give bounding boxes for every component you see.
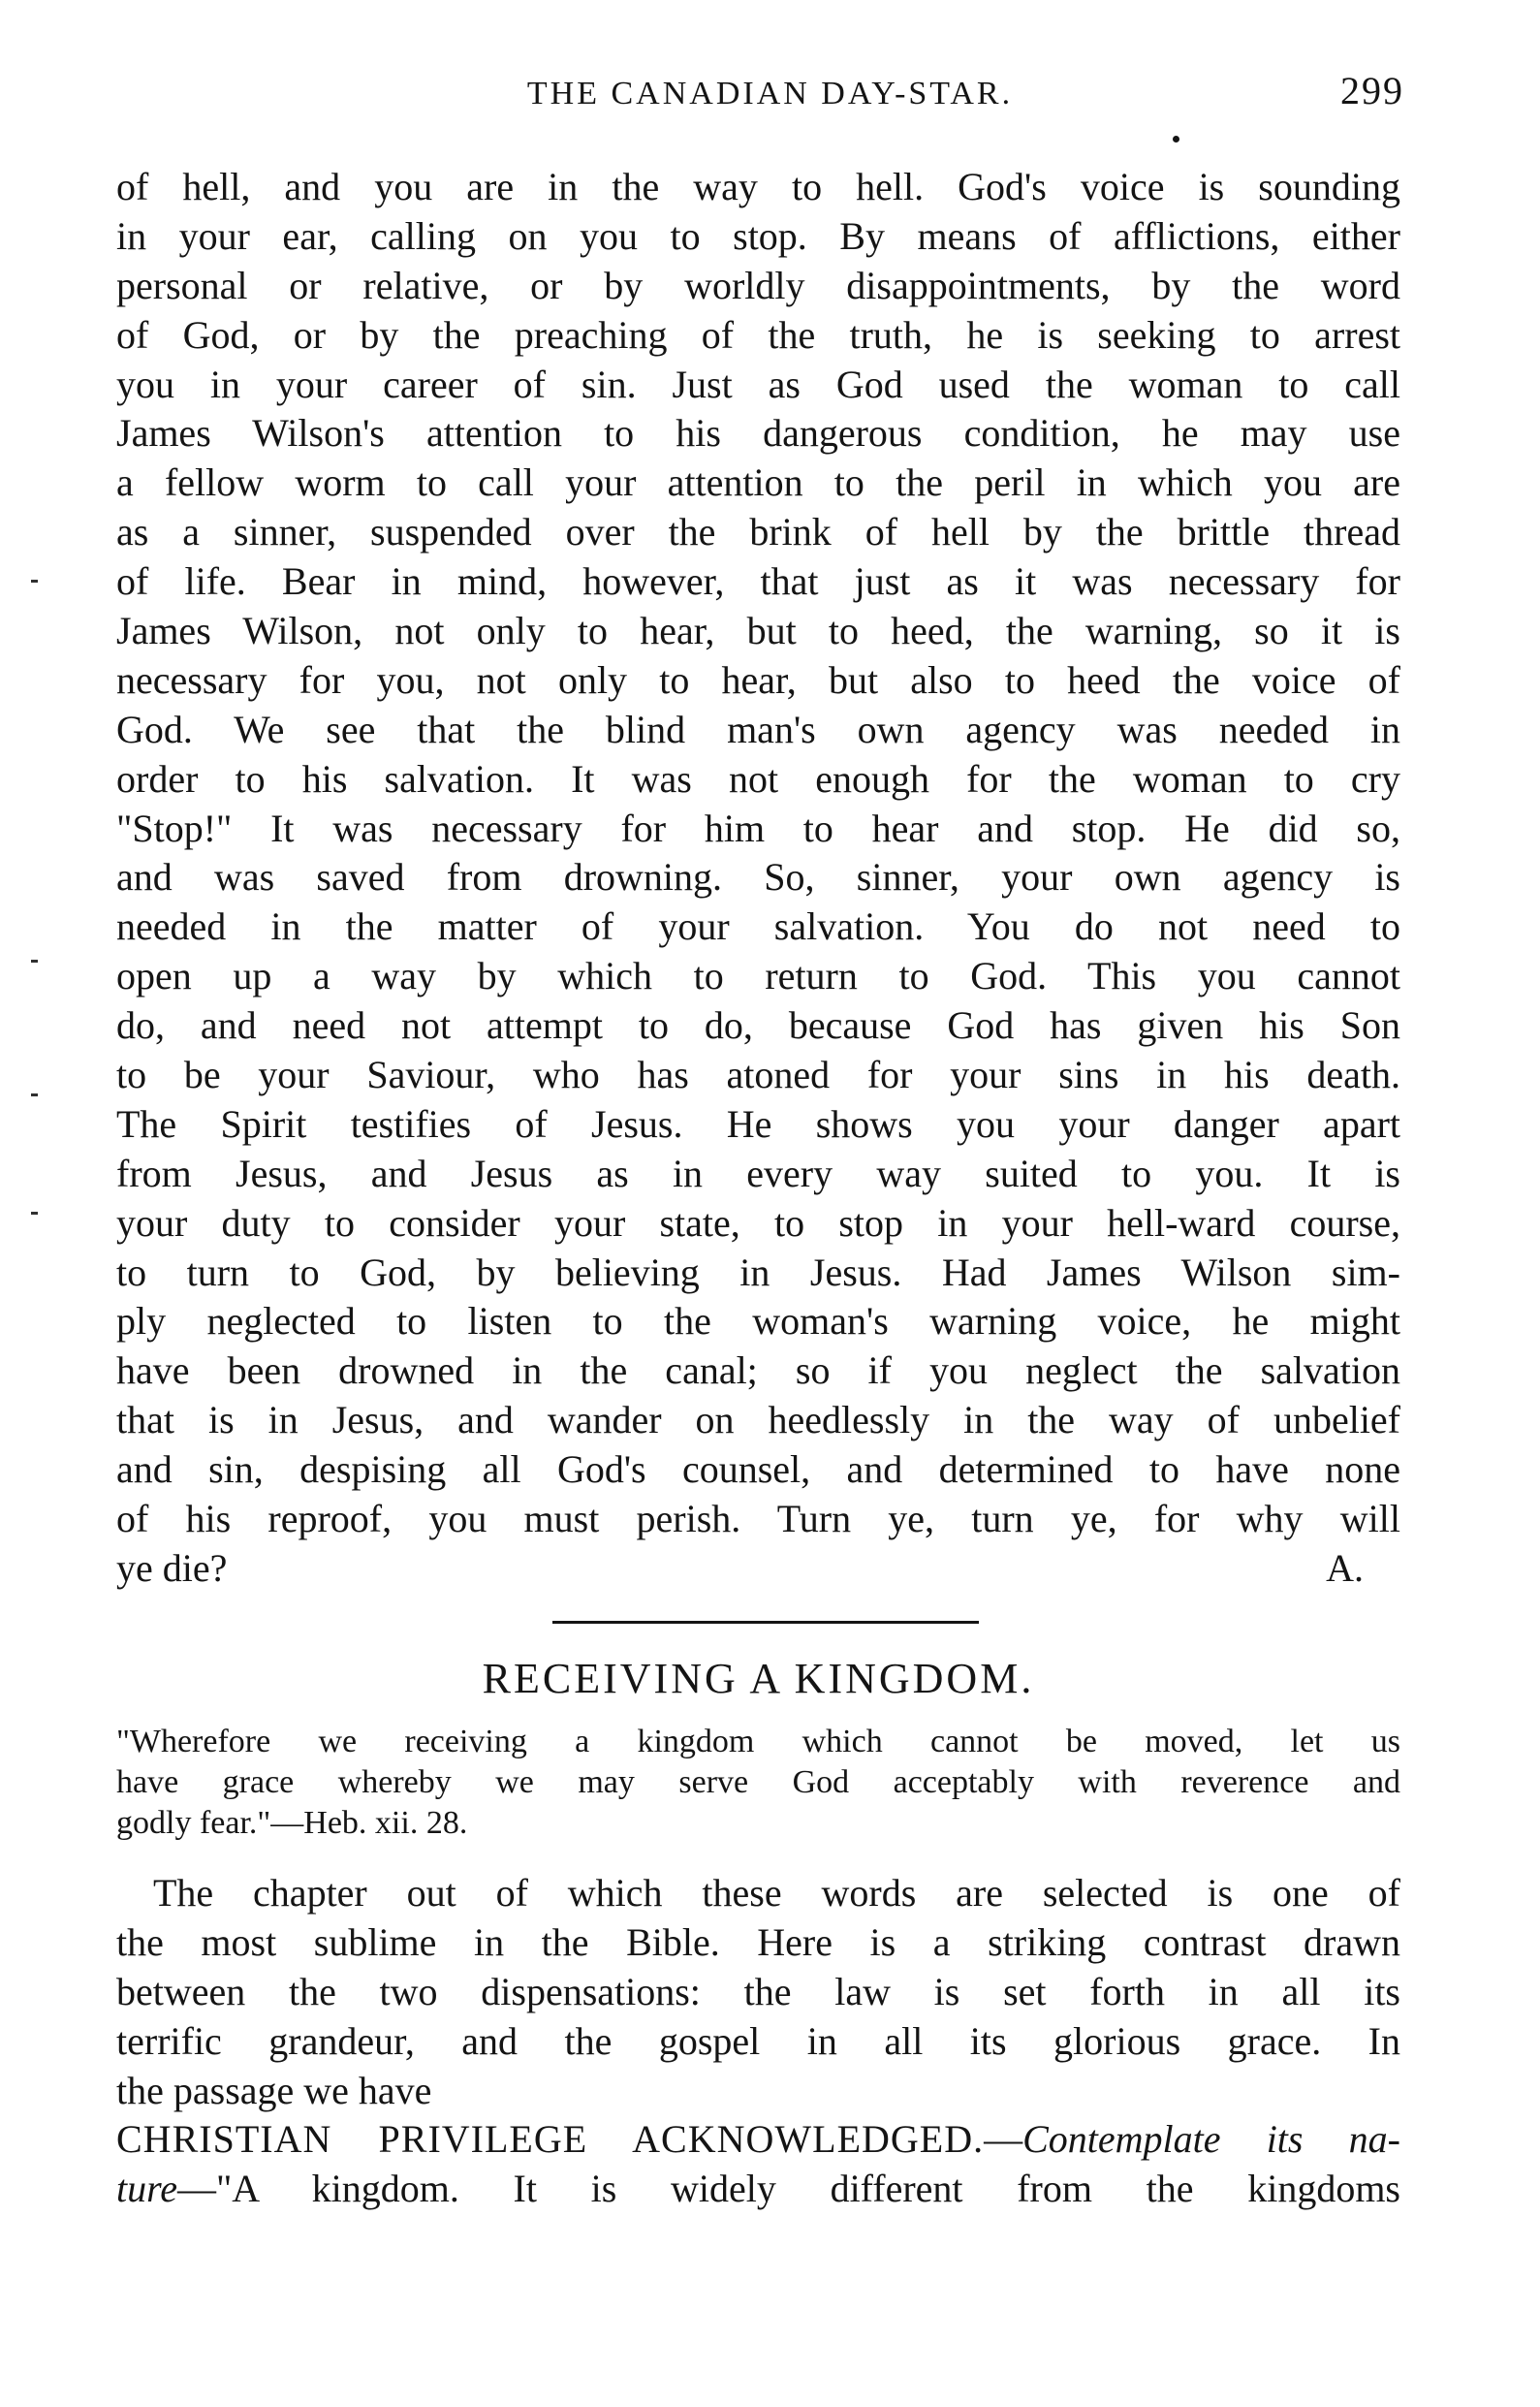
text-line-last <box>116 1544 1400 1594</box>
text-line: and was saved from drowning. So, sinner, your own agency is <box>116 855 1400 900</box>
text-line: James Wilson, not only to hear, but to heed, the warning, so it is <box>116 609 1400 653</box>
text-line: you in your career of sin. Just as God used the woman to call <box>116 362 1400 406</box>
subheading-italic: Contemplate its na- <box>1022 2117 1400 2162</box>
text-line: "Stop!" It was necessary for him to hear and stop. He did so, <box>116 806 1400 850</box>
text-line: in your ear, calling on you to stop. By means of afflictions, either <box>116 213 1400 258</box>
text-line: necessary for you, not only to hear, but also to heed the voice of <box>116 657 1400 702</box>
text-line: as a sinner, suspended over the brink of hell by the brittle thread <box>116 510 1400 554</box>
margin-mark <box>31 580 38 583</box>
section-heading: RECEIVING A KINGDOM. <box>482 1655 1035 1702</box>
continuation-text: —"A kingdom. It is widely different from the kingdoms <box>176 2167 1400 2211</box>
text-line: from Jesus, and Jesus as in every way suited to you. It is <box>116 1151 1400 1195</box>
text-line: do, and need not attempt to do, because God has given his Son <box>116 1003 1400 1048</box>
text-line: the most sublime in the Bible. Here is a striking contrast drawn <box>116 1919 1400 1964</box>
text-line: your duty to consider your state, to stop in your hell-ward course, <box>116 1200 1400 1245</box>
text-line-end: ye die? <box>116 1545 228 1590</box>
text-line: open up a way by which to return to God. This you cannot <box>116 954 1400 998</box>
subheading-caps: CHRISTIAN PRIVILEGE ACKNOWLEDGED. <box>116 2117 985 2162</box>
continuation-line <box>116 2165 1400 2214</box>
text-line: and sin, despising all God's counsel, and determined to have none <box>116 1447 1400 1492</box>
text-line: that is in Jesus, and wander on heedlessly in the way of unbelief <box>116 1398 1400 1442</box>
epigraph-line: have grace whereby we may serve God acceptably with reverence and <box>116 1764 1400 1800</box>
text-line: of God, or by the preaching of the truth, he is seeking to arrest <box>116 312 1400 357</box>
author-signature: A. <box>1326 1545 1364 1590</box>
text-line: personal or relative, or by worldly disappointments, by the word <box>116 263 1400 307</box>
text-line: of his reproof, you must perish. Turn ye, turn ye, for why will <box>116 1497 1400 1541</box>
text-line: terrific grandeur, and the gospel in all its glorious grace. In <box>116 2018 1400 2063</box>
text-line: between the two dispensations: the law is set forth in all its <box>116 1969 1400 2013</box>
running-title: THE CANADIAN DAY-STAR. <box>526 76 1014 111</box>
text-line: have been drowned in the canal; so if you neglect the salvation <box>116 1348 1400 1393</box>
subheading-line: CHRISTIAN PRIVILEGE ACKNOWLEDGED.—Contemplate its na- <box>116 2117 1400 2162</box>
text-line: ply neglected to listen to the woman's warning voice, he might <box>116 1299 1400 1344</box>
printer-dot <box>1173 136 1179 143</box>
epigraph-line: "Wherefore we receiving a kingdom which cannot be moved, let us <box>116 1724 1400 1759</box>
epigraph-line: godly fear."—Heb. xii. 28. <box>116 1805 468 1841</box>
margin-mark <box>31 1093 38 1096</box>
running-head <box>116 66 1424 120</box>
text-line: James Wilson's attention to his dangerous condition, he may use <box>116 411 1400 456</box>
page-number: 299 <box>1340 69 1404 112</box>
continuation-italic: ture <box>116 2167 177 2211</box>
text-line: to turn to God, by believing in Jesus. Had James Wilson sim- <box>116 1250 1400 1294</box>
section-divider <box>552 1621 979 1624</box>
margin-mark <box>31 1212 38 1215</box>
text-line: needed in the matter of your salvation. You do not need to <box>116 904 1400 949</box>
text-line: a fellow worm to call your attention to the peril in which you are <box>116 460 1400 505</box>
margin-mark <box>31 960 38 963</box>
text-line: order to his salvation. It was not enough for the woman to cry <box>116 756 1400 801</box>
text-line: The chapter out of which these words are selected is one of <box>153 1871 1400 1915</box>
text-line: the passage we have <box>116 2068 432 2112</box>
intro-paragraph <box>116 1869 1400 2214</box>
epigraph <box>116 1722 1400 1844</box>
text-line: of hell, and you are in the way to hell. God's voice is sounding <box>116 165 1400 208</box>
text-line: The Spirit testifies of Jesus. He shows you your danger apart <box>116 1101 1400 1146</box>
article-body <box>116 163 1400 1594</box>
text-line: of life. Bear in mind, however, that just as it was necessary for <box>116 559 1400 604</box>
text-line: God. We see that the blind man's own agency was needed in <box>116 707 1400 751</box>
text-line: to be your Saviour, who has atoned for your sins in his death. <box>116 1053 1400 1097</box>
